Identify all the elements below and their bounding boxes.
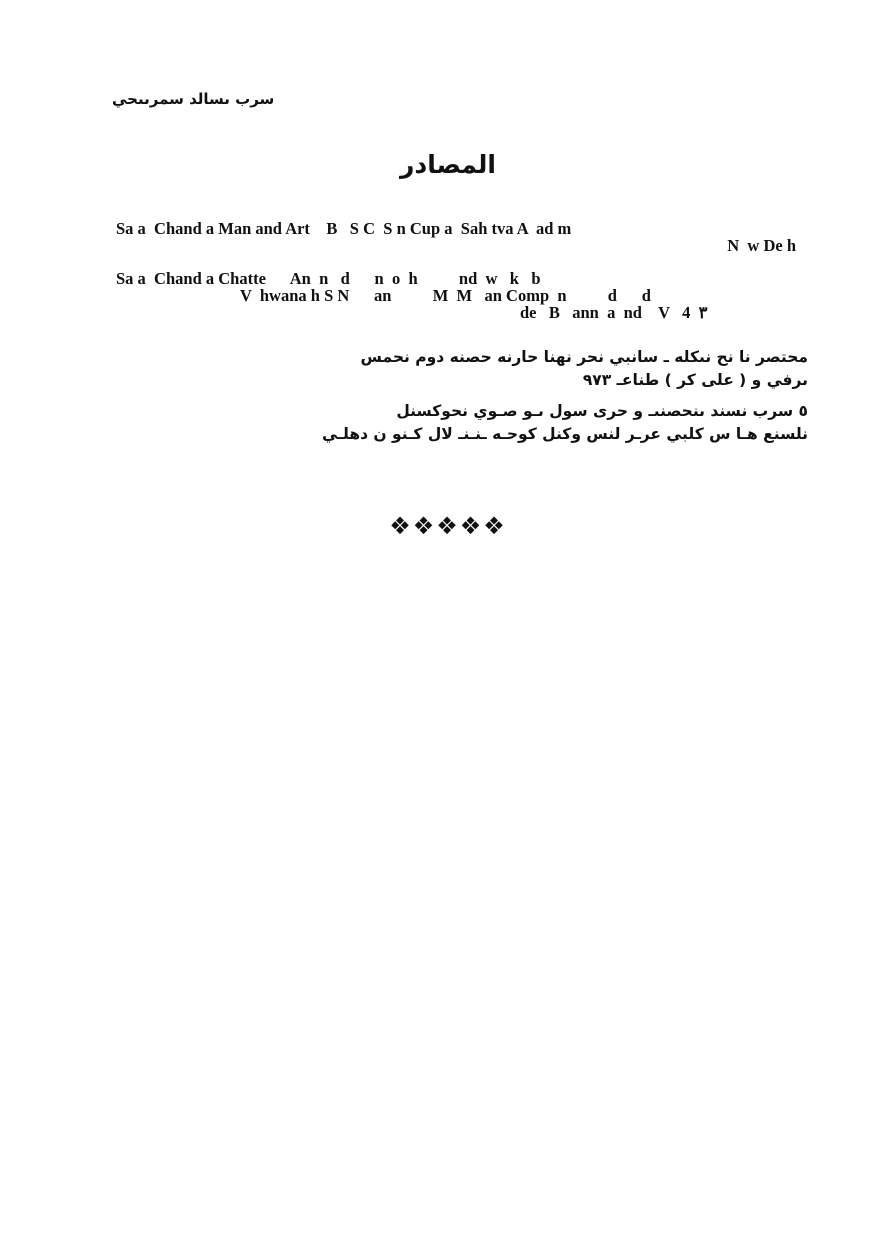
section-end-ornament: ❖❖❖❖❖ [389,512,507,540]
section-title: المصادر [400,150,496,179]
reference-4-line-2: نلسنع هـا س كلبي عرـر لنس وكنل كوحـه ـنـنـ لال كـنو ن دهلـي [322,425,808,443]
reference-entry-3 [116,346,808,392]
reference-3-line-1: محتصر نا نح نىكله ـ سانبي نحر نهنا حارنه حصنه دوم نحمس [360,348,808,366]
reference-4-line-1: ٥ سرب نسند ىنحصنىـ و حرى سول ىـو صـوي نحوكسنل [396,402,808,420]
reference-2-line-3: de B ann a nd V 4 ٣ [520,303,708,322]
reference-1-line-2: N w De h [727,236,796,255]
reference-entry-2 [116,270,796,321]
reference-3-line-2: ىرفي و ( على كر ) طناعـ ٩٧٣ [582,371,808,389]
reference-2-line-1: Sa a Chand a Chatte An n d n o h nd w k b [116,269,541,288]
running-header: سرب ںسالد سمرىىحي [112,90,275,108]
reference-1-line-1: Sa a Chand a Man and Art B S C S n Cup a Sah tva A ad m [116,219,572,238]
reference-entry-1 [116,220,796,254]
reference-2-line-2: V hwana h S N an M M an Comp n d d [240,286,651,305]
reference-entry-4 [116,400,808,446]
